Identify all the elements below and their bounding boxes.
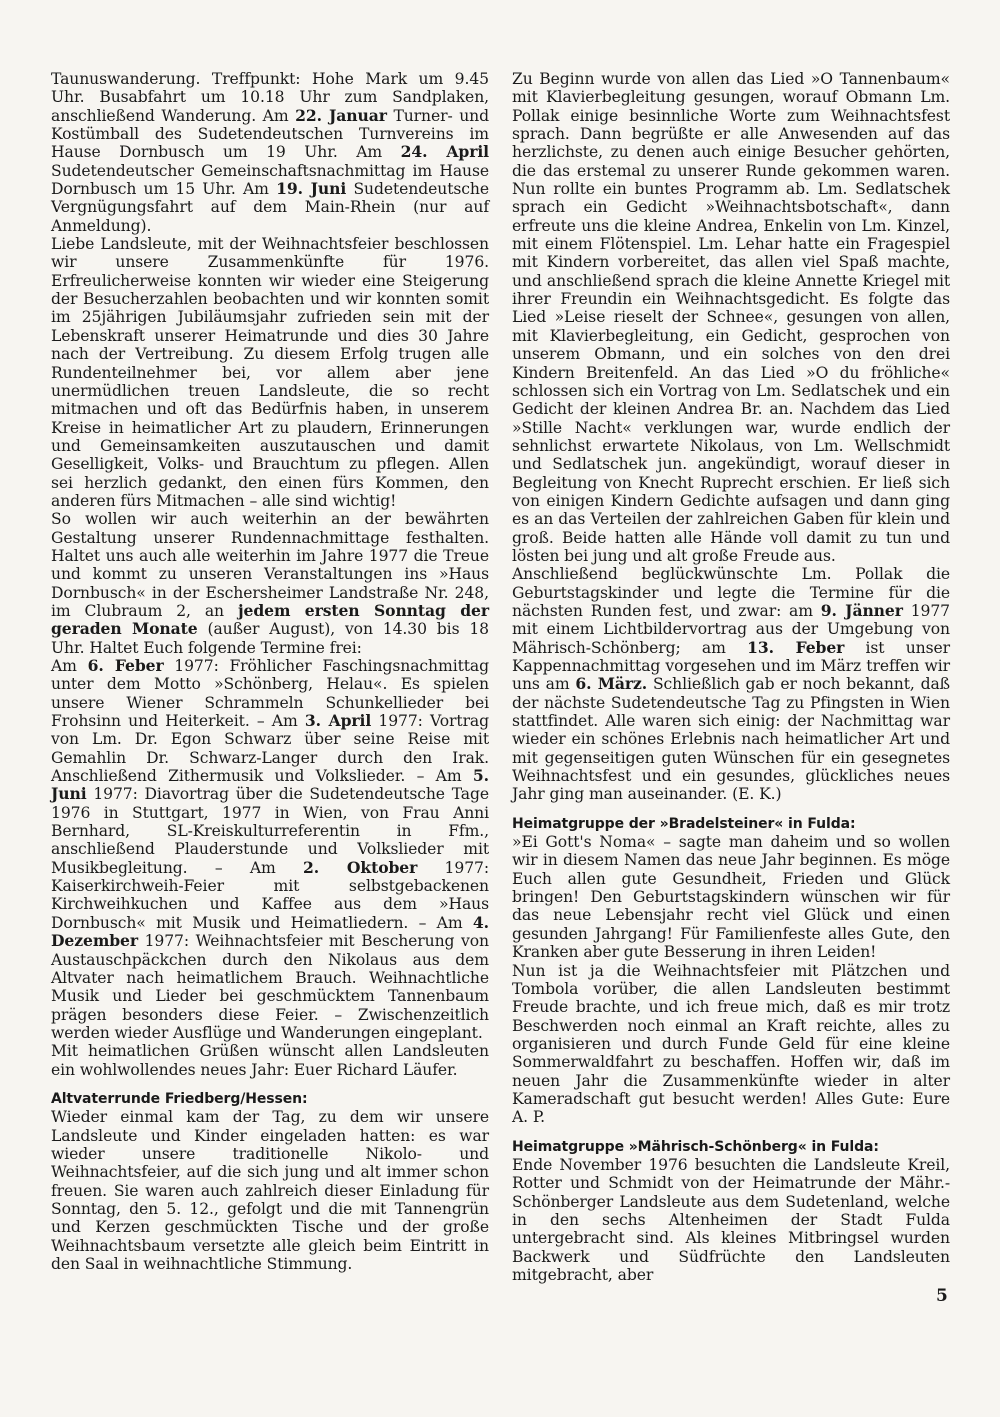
paragraph <box>512 833 950 961</box>
text-run: So wollen wir auch weiterhin an der bewährten Gestaltung unserer Rundennachmittage festhalten. Haltet uns auch alle weiterhin im Jahre 1977 die Treue und kommt zu unseren Veranstaltungen ins »Haus Dornbusch« in der Eschersheimer Landstraße Nr. 248, im Clubraum 2, an <box>51 510 489 620</box>
text-run: Taunuswanderung. Treffpunkt: Hohe Mark um 9.45 Uhr. Busabfahrt um 10.18 Uhr zum Sandplaken, anschließend Wanderung. Am <box>51 70 489 125</box>
paragraph <box>51 1108 489 1273</box>
text-run: Anschließend beglückwünschte Lm. Pollak die Geburtstagskinder und legte die Termine für die nächsten Runden fest, und zwar: am <box>512 565 950 620</box>
text-run: Sudetendeutsche Vergnügungsfahrt auf dem Main-Rhein (nur auf Anmeldung). <box>51 180 489 235</box>
text-run: Zu Beginn wurde von allen das Lied »O Tannenbaum« mit Klavierbegleitung gesungen, worauf Obmann Lm. Pollak einige besinnliche Worte zum Weihnachtsfest sprach. Dann begrüßte er alle Anwesenden auf das herzlichste, zu denen auch einige Besucher gehörten, die das erstemal zu unserer Runde gekommen waren. Nun rollte ein buntes Programm ab. Lm. Sedlatschek sprach ein Gedicht »Weihnachtsbotschaft«, dann erfreute uns die kleine Andrea, Enkelin von Lm. Kinzel, mit einem Flötenspiel. Lm. Lehar hatte ein Fragespiel mit Kindern vorbereitet, das allen viel Spaß machte, und anschließend sprach die kleine Annette Kriegel mit ihrer Freundin ein Weihnachtsgedicht. Es folgte das Lied »Leise rieselt der Schnee«, gesungen von allen, mit Klavierbegleitung, ein Gedicht, gesprochen von unserem Obmann, und ein solches von den drei Kindern Breitenfeld. An das Lied »O du fröhliche« schlossen sich ein Vortrag von Lm. Sedlatschek und ein Gedicht der kleinen Andrea Br. an. Nachdem das Lied »Stille Nacht« verklungen war, wurde endlich der sehnlichst erwartete Nikolaus, von Lm. Wellschmidt und Sedlatschek jun. angekündigt, worauf dieser in Begleitung von Knecht Ruprecht erschien. Er ließ sich von einigen Kindern Gedichte aufsagen und dann ging es an das Verteilen der zahlreichen Gaben für klein und groß. Beide hatten alle Hände voll damit zu tun und lösten bei jung und alt große Freude aus. <box>512 70 950 565</box>
section-heading: Altvaterrunde Friedberg/Hessen: <box>51 1090 308 1107</box>
left-column <box>51 70 489 1273</box>
text-run: 1977: Vortrag von Lm. Dr. Egon Schwarz über seine Reise mit Gemahlin Dr. Schwarz-Langer durch den Irak. Anschließend Zithermusik und Volkslieder. – Am <box>51 712 489 786</box>
bold-text: 6. März. <box>575 674 648 694</box>
text-run: 1977: Diavortrag über die Sudetendeutsche Tage 1976 in Stuttgart, 1977 in Wien, von Frau Anni Bernhard, SL-Kreiskulturreferentin in Ffm., anschließend Plauderstunde und Volkslieder mit Musikbegleitung. – Am <box>51 785 489 877</box>
paragraph <box>512 1156 950 1284</box>
text-run: ist unser Kappennachmittag vorgesehen und im März treffen wir uns am <box>512 638 950 694</box>
text-run: 1977 mit einem Lichtbildervortrag aus der Umgebung von Mährisch-Schönberg; am <box>512 601 950 657</box>
text-run: Ende November 1976 besuchten die Landsleute Kreil, Rotter und Schmidt von der Heimatrunde der Mähr.-Schönberger Landsleute aus dem Sudetenland, welche in den sechs Altenheimen der Stadt Fulda untergebracht sind. Als kleines Mitbringsel wurden Backwerk und Südfrüchte den Landsleuten mitgebracht, aber <box>512 1155 950 1284</box>
page-number: 5 <box>936 1286 948 1306</box>
bold-text: 3. April <box>304 711 372 731</box>
right-column <box>512 70 950 1284</box>
bold-text: 13. Feber <box>747 637 845 657</box>
bold-text: jedem ersten Sonntag der geraden Monate <box>51 600 489 639</box>
text-run: (außer August), von 14.30 bis 18 Uhr. Haltet Euch folgende Termine frei: <box>51 620 489 657</box>
text-run: 1977: Fröhlicher Faschingsnachmittag unter dem Motto »Schönberg, Helau«. Es spielen unsere Wiener Schrammeln Schunkellieder bei Frohsinn und Heiterkeit. – Am <box>51 657 489 731</box>
paragraph <box>512 70 950 565</box>
text-run: Nun ist ja die Weihnachtsfeier mit Plätzchen und Tombola vorüber, die allen Landsleuten bestimmt Freude brachte, und ich freue mich, daß es mir trotz Beschwerden noch einmal an Kraft reichte, alles zu organisieren und durch Funde Geld für eine kleine Sommerwaldfahrt zu beschaffen. Hoffen wir, daß im neuen Jahr die Zusammenkünfte wieder in alter Kameradschaft gut besucht werden! Alles Gute: Eure A. P. <box>512 961 950 1127</box>
paragraph <box>51 70 489 235</box>
bold-text: 5. Juni <box>51 766 489 804</box>
bold-text: 19. Juni <box>276 179 347 199</box>
section-heading: Heimatgruppe der »Bradelsteiner« in Fulda: <box>512 815 856 832</box>
paragraph <box>512 962 950 1127</box>
paragraph <box>51 235 489 510</box>
text-run: Turner- und Kostümball des Sudetendeutschen Turnvereins im Hause Dornbusch um 19 Uhr. Am <box>51 106 489 162</box>
bold-text: 6. Feber <box>87 656 164 675</box>
bold-text: 4. Dezember <box>51 912 489 951</box>
text-run: 1977: Weihnachtsfeier mit Bescherung von Austauschpäckchen durch den Nikolaus aus dem Altvater nach heimatlichem Brauch. Weihnachtliche Musik und Lieder bei geschmücktem Tannenbaum prägen besonders diese Feier. – Zwischenzeitlich werden wieder Ausflüge und Wanderungen eingeplant. <box>51 932 489 1042</box>
paragraph <box>512 565 950 803</box>
section-heading: Heimatgruppe »Mährisch-Schönberg« in Fulda: <box>512 1138 879 1155</box>
text-run: 1977: Kaiserkirchweih-Feier mit selbstgebackenen Kirchweihkuchen und Kaffee aus dem »Haus Dornbusch« mit Musik und Heimatliedern. – Am <box>51 858 489 932</box>
paragraph <box>51 510 489 657</box>
text-run: Wieder einmal kam der Tag, zu dem wir unsere Landsleute und Kinder eingeladen hatten: es war wieder unsere traditionelle Nikolo- und Weihnachtsfeier, auf die sich jung und alt immer schon freuen. Sie waren auch zahlreich dieser Einladung für Sonntag, den 5. 12., gefolgt und die mit Tannengrün und Kerzen geschmückten Tische und der große Weihnachtsbaum versetzte alle gleich beim Eintritt in den Saal in weihnachtliche Stimmung. <box>51 1108 489 1273</box>
text-run: »Ei Gott's Noma« – sagte man daheim und so wollen wir in diesem Namen das neue Jahr beginnen. Es möge Euch allen gute Gesundheit, Frieden und Glück bringen! Den Geburtstagskindern wünschen wir für das neue Lebensjahr recht viel Glück und einen gesunden Jahrgang! Für Familienfeste alles Gute, den Kranken aber gute Besserung in ihren Leiden! <box>512 833 950 962</box>
bold-text: 9. Jänner <box>820 600 903 620</box>
text-run: Liebe Landsleute, mit der Weihnachtsfeier beschlossen wir unsere Zusammenkünfte für 1976. Erfreulicherweise konnten wir wieder eine Steigerung der Besucherzahlen beobachten und wir konnten somit im 25jährigen Jubiläumsjahr zufrieden sein mit der Lebenskraft unserer Heimatrunde und dies 30 Jahre nach der Vertreibung. Zu diesem Erfolg trugen alle Rundenteilnehmer bei, vor allem aber jene unermüdlichen treuen Landsleute, die so recht mitmachen und oft das Bedürfnis haben, in unserem Kreise in heimatlicher Art zu plaudern, Erinnerungen und Gemeinsamkeiten auszutauschen und damit Geselligkeit, Volks- und Brauchtum zu pflegen. Allen sei herzlich gedankt, den einen fürs Kommen, den anderen fürs Mitmachen – alle sind wichtig! <box>51 235 489 510</box>
text-run: Schließlich gab er noch bekannt, daß der nächste Sudetendeutsche Tag zu Pfingsten in Wien stattfindet. Alle waren sich einig: der Nachmittag war wieder ein schönes Erlebnis nach heimatlicher Art und mit gegenseitigen guten Wünschen für ein gesegnetes Weihnachtsfest und ein gesundes, glückliches neues Jahr ging man auseinander. (E. K.) <box>512 675 951 804</box>
bold-text: 24. April <box>400 142 489 162</box>
text-run: Mit heimatlichen Grüßen wünscht allen Landsleuten ein wohlwollendes neues Jahr: Euer Richard Läufer. <box>51 1042 489 1079</box>
text-run: Am <box>51 657 88 675</box>
bold-text: 22. Januar <box>295 105 387 125</box>
bold-text: 2. Oktober <box>303 857 418 877</box>
text-run: Sudetendeutscher Gemeinschaftsnachmittag im Hause Dornbusch um 15 Uhr. Am <box>51 161 489 199</box>
paragraph <box>51 657 489 1042</box>
paragraph <box>51 1042 489 1079</box>
